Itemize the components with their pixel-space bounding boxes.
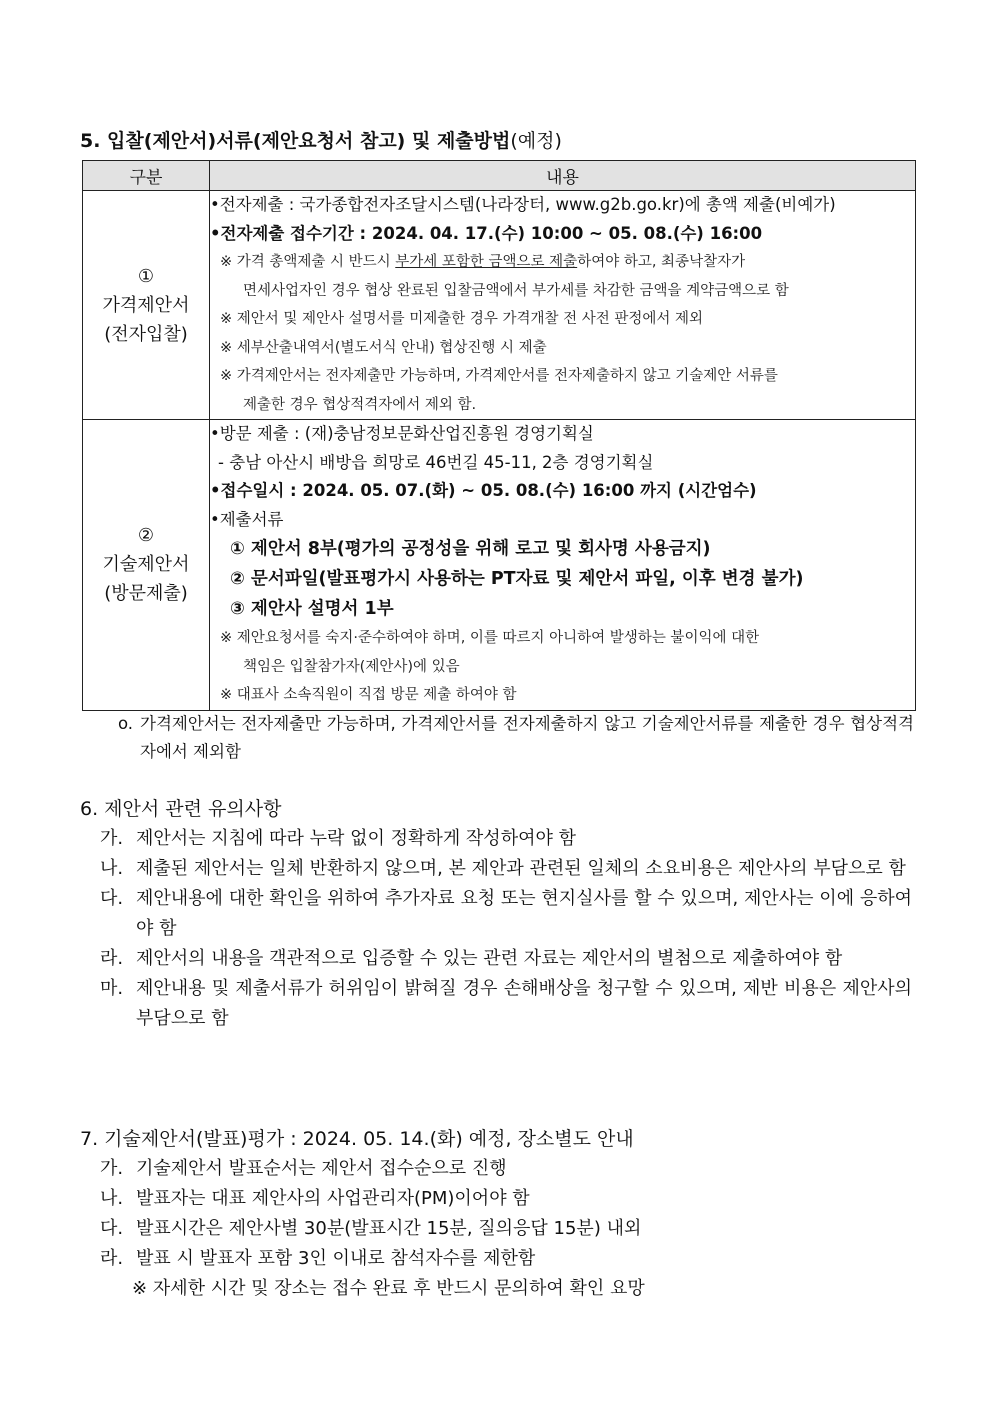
list-item: [100, 1184, 912, 1214]
header-category: 구분: [83, 161, 210, 191]
content-cell-price: [210, 191, 916, 420]
note-line: ※ 대표사 소속직원이 직접 방문 제출 하여야 함: [220, 687, 517, 703]
section6-list: [100, 824, 912, 1034]
list-item: [100, 854, 912, 884]
list-item-mark: 가.: [100, 828, 124, 849]
content-cell-technical: [210, 420, 916, 711]
section5-title: [80, 128, 562, 154]
category-cell-price: [83, 191, 210, 420]
table-header-row: [83, 161, 916, 191]
note-text: ※ 가격 총액제출 시 반드시: [220, 254, 396, 270]
note-line: ※ 가격제안서는 전자제출만 가능하며, 가격제안서를 전자제출하지 않고 기술제안 서류를: [220, 368, 778, 384]
section5-after-note: [118, 710, 914, 766]
list-item: [100, 974, 912, 1034]
list-item: [100, 944, 912, 974]
section7-title: 7. 기술제안서(발표)평가 : 2024. 05. 14.(화) 예정, 장소별도 안내: [80, 1128, 634, 1150]
note-line: 제출한 경우 협상적격자에서 제외 함.: [243, 396, 477, 413]
list-item: [100, 1244, 912, 1274]
category-label: 기술제안서: [102, 554, 190, 576]
list-item: [100, 1154, 912, 1184]
content-line: - 충남 아산시 배방읍 희망로 46번길 45-11, 2층 경영기획실: [218, 452, 654, 472]
list-item-mark: 나.: [100, 1188, 124, 1209]
list-item-mark: 나.: [100, 858, 124, 879]
content-line: •제출서류: [210, 509, 284, 529]
content-line: •접수일시 : 2024. 05. 07.(화) ~ 05. 08.(수) 16:00 까지 (시간엄수): [210, 481, 757, 500]
content-line: •방문 제출 : (재)충남정보문화산업진흥원 경영기획실: [210, 424, 594, 443]
list-item-text: 제안서의 내용을 객관적으로 입증할 수 있는 관련 자료는 제안서의 별첨으로 제출하여야 함: [136, 948, 843, 969]
list-item-mark: 라.: [100, 1248, 124, 1269]
category-number: ②: [137, 525, 155, 547]
after-note-text: 가격제안서는 전자제출만 가능하며, 가격제안서를 전자제출하지 않고 기술제안서류를 제출한 경우 협상적격자에서 제외함: [140, 714, 914, 761]
category-sublabel: (전자입찰): [104, 323, 188, 345]
category-label: 가격제안서: [102, 294, 190, 316]
table-row: [83, 420, 916, 711]
section7-note: ※ 자세한 시간 및 장소는 접수 완료 후 반드시 문의하여 확인 요망: [132, 1278, 645, 1299]
table-row: [83, 191, 916, 420]
list-item: [100, 824, 912, 854]
list-item-text: 기술제안서 발표순서는 제안서 접수순으로 진행: [136, 1158, 507, 1179]
note-text: 하여야 하고, 최종낙찰자가: [577, 254, 746, 270]
category-sublabel: (방문제출): [104, 583, 188, 605]
content-line: •전자제출 : 국가종합전자조달시스템(나라장터, www.g2b.go.kr)에 총액 제출(비예가): [210, 195, 836, 214]
submission-table: [82, 160, 916, 711]
document-item: ② 문서파일(발표평가시 사용하는 PT자료 및 제안서 파일, 이후 변경 불가): [230, 569, 804, 589]
list-item-text: 제안내용에 대한 확인을 위하여 추가자료 요청 또는 현지실사를 할 수 있으며, 제안사는 이에 응하여야 함: [136, 888, 912, 939]
list-item-mark: 다.: [100, 1218, 124, 1239]
list-item-text: 발표 시 발표자 포함 3인 이내로 참석자수를 제한함: [136, 1248, 536, 1269]
note-line: 면세사업자인 경우 협상 완료된 입찰금액에서 부가세를 차감한 금액을 계약금액으로 함: [243, 282, 789, 299]
note-line: ※ 제안서 및 제안사 설명서를 미제출한 경우 가격개찰 전 사전 판정에서 제외: [220, 311, 704, 327]
list-item-mark: 가.: [100, 1158, 124, 1179]
section5-title-main: 5. 입찰(제안서)서류(제안요청서 참고) 및 제출방법: [80, 130, 511, 152]
bullet-mark: o.: [118, 714, 134, 733]
section6-title: 6. 제안서 관련 유의사항: [80, 798, 282, 820]
section7-list: [100, 1154, 912, 1274]
list-item-text: 발표자는 대표 제안사의 사업관리자(PM)이어야 함: [136, 1188, 530, 1209]
note-underlined-text: 부가세 포함한 금액으로 제출: [395, 254, 578, 270]
list-item-mark: 다.: [100, 888, 124, 909]
list-item-mark: 마.: [100, 978, 124, 999]
content-line: •전자제출 접수기간 : 2024. 04. 17.(수) 10:00 ~ 05. 08.(수) 16:00: [210, 223, 763, 243]
note-line: ※ 세부산출내역서(별도서식 안내) 협상진행 시 제출: [220, 339, 547, 356]
category-cell-technical: [83, 420, 210, 711]
list-item-text: 제안서는 지침에 따라 누락 없이 정확하게 작성하여야 함: [136, 828, 576, 849]
list-item-text: 발표시간은 제안사별 30분(발표시간 15분, 질의응답 15분) 내외: [136, 1218, 642, 1239]
note-line: ※ 제안요청서를 숙지·준수하여야 하며, 이를 따르지 아니하여 발생하는 불이익에 대한: [220, 630, 760, 646]
list-item: [100, 1214, 912, 1244]
header-content: 내용: [210, 161, 916, 191]
list-item-mark: 라.: [100, 948, 124, 969]
note-line: [210, 248, 915, 277]
list-item: [100, 884, 912, 944]
section5-title-suffix: (예정): [510, 130, 562, 152]
document-item: ③ 제안사 설명서 1부: [230, 599, 394, 619]
list-item-text: 제안내용 및 제출서류가 허위임이 밝혀질 경우 손해배상을 청구할 수 있으며, 제반 비용은 제안사의 부담으로 함: [136, 978, 912, 1029]
note-line: 책임은 입찰참가자(제안사)에 있음: [243, 658, 460, 675]
category-number: ①: [137, 265, 155, 287]
list-item-text: 제출된 제안서는 일체 반환하지 않으며, 본 제안과 관련된 일체의 소요비용은 제안사의 부담으로 함: [136, 858, 906, 879]
document-item: ① 제안서 8부(평가의 공정성을 위해 로고 및 회사명 사용금지): [230, 539, 711, 559]
